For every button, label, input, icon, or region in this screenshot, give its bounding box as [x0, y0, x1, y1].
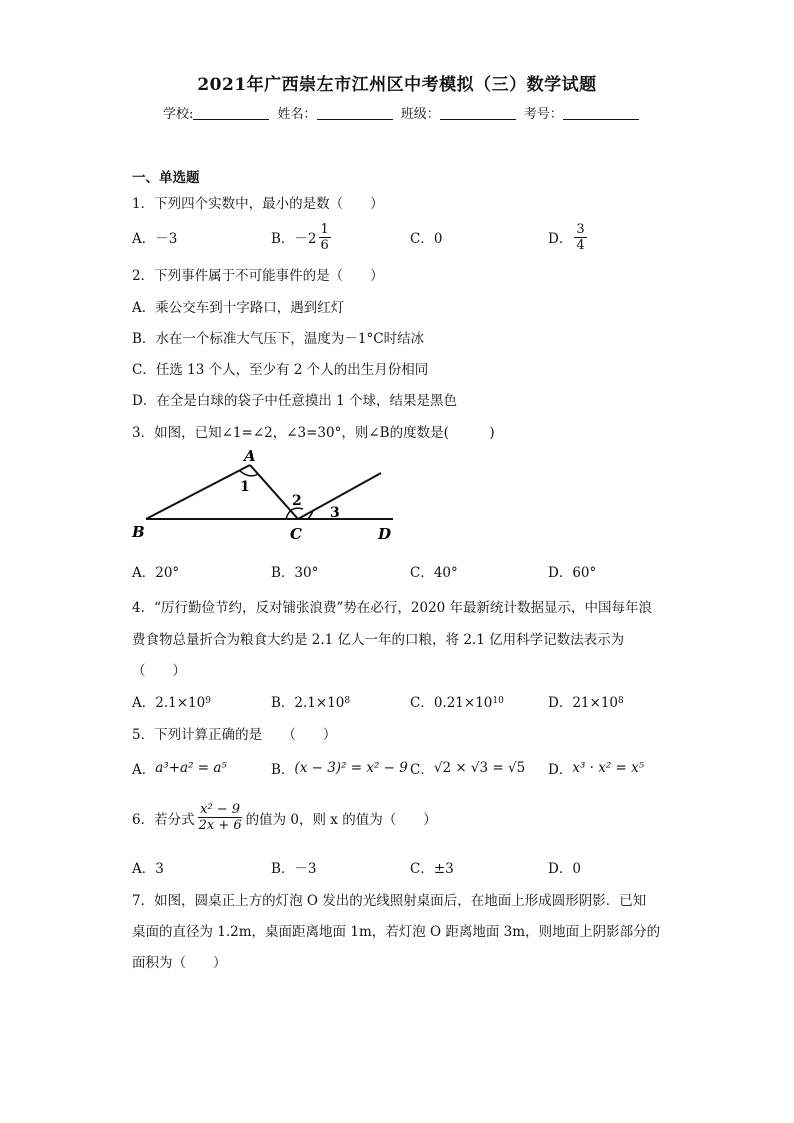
- q5-b-expression: (x − 3)² = x² − 9: [294, 760, 408, 776]
- point-d-label: D: [378, 525, 392, 543]
- school-blank[interactable]: [193, 107, 269, 120]
- fraction-denominator: 6: [320, 237, 329, 253]
- q5-c-label: C．: [410, 762, 434, 778]
- fraction-numerator: 1: [320, 221, 329, 237]
- q2-option-a: A．乘公交车到十字路口，遇到红灯: [132, 300, 345, 316]
- question-4-stem-line-3: （ ）: [132, 663, 186, 679]
- q5-option-c: [410, 751, 525, 785]
- question-1-options: [132, 220, 692, 254]
- name-blank[interactable]: [317, 107, 393, 120]
- fraction-denominator: 4: [576, 237, 585, 253]
- q1-option-b: [271, 220, 333, 254]
- q2-option-c: C．任选 13 个人，至少有 2 个人的出生月份相同: [132, 362, 429, 378]
- q2-option-b: B．水在一个标准大气压下，温度为－1°C时结冰: [132, 331, 425, 347]
- angle-3-label: 3: [330, 505, 340, 521]
- school-label: 学校:: [163, 107, 194, 122]
- question-3-stem: 3．如图，已知∠1=∠2，∠3=30°，则∠B的度数是( ): [132, 425, 495, 441]
- question-7-line-3: 面积为（ ）: [132, 955, 227, 971]
- q5-a-label: A．: [132, 762, 156, 778]
- q3-option-a: A．20°: [132, 565, 180, 581]
- q6-option-c: C．±3: [410, 861, 454, 877]
- q2-option-d: D．在全是白球的袋子中任意摸出 1 个球，结果是黑色: [132, 393, 457, 409]
- q6-prefix: 6．若分式: [132, 811, 195, 828]
- q4-option-d: [548, 684, 624, 718]
- q4-option-c: [410, 684, 504, 718]
- question-3-options: [132, 554, 692, 588]
- class-label: 班级：: [400, 107, 440, 122]
- question-1-stem: 1．下列四个实数中，最小的是数（ ）: [132, 196, 384, 212]
- point-b-label: B: [132, 523, 145, 541]
- q3-option-c: C．40°: [410, 565, 458, 581]
- q6-option-a: A．3: [132, 861, 164, 877]
- q3-triangle-figure: [128, 447, 408, 547]
- q5-b-label: B．: [271, 762, 295, 778]
- question-5-options: [132, 751, 692, 785]
- question-4-stem-line-1: 4．“厉行勤俭节约，反对铺张浪费”势在必行，2020 年最新统计数据显示，中国每年浪: [132, 600, 653, 616]
- number-blank[interactable]: [563, 107, 639, 120]
- q5-option-d: [548, 751, 644, 785]
- point-c-label: C: [290, 525, 302, 543]
- q4-c-base: C．0.21×10: [410, 695, 493, 711]
- q6-option-b: B．－3: [271, 861, 317, 877]
- question-7-line-1: 7．如图，圆桌正上方的灯泡 O 发出的光线照射桌面后，在地面上形成圆形阴影．已知: [132, 893, 647, 909]
- class-blank[interactable]: [440, 107, 516, 120]
- q5-d-expression: x³ · x² = x⁵: [572, 760, 645, 776]
- fraction-denominator: 2x + 6: [198, 818, 242, 833]
- question-5-stem: 5．下列计算正确的是 （ ）: [132, 727, 337, 743]
- q4-d-exponent: 8: [618, 696, 624, 706]
- q1-option-d-prefix: D．: [548, 231, 573, 247]
- name-label: 姓名：: [277, 107, 317, 122]
- question-6-stem: [132, 802, 437, 833]
- q1-option-d-fraction: [574, 222, 586, 253]
- q3-option-d: D．60°: [548, 565, 597, 581]
- angle-1-label: 1: [240, 479, 250, 495]
- fraction-numerator: 3: [576, 221, 585, 237]
- q1-option-a: A．－3: [132, 231, 178, 247]
- q5-d-label: D．: [548, 762, 573, 778]
- q4-option-b: [271, 684, 350, 718]
- q6-fraction: [197, 802, 244, 833]
- q5-a-expression: a³+a² = a⁵: [155, 760, 227, 776]
- q6-option-d: D．0: [548, 861, 581, 877]
- question-4-stem-line-2: 费食物总量折合为粮食大约是 2.1 亿人一年的口粮，将 2.1 亿用科学记数法表示为: [132, 632, 625, 648]
- section-heading: 一、单选题: [132, 170, 200, 186]
- angle-2-label: 2: [292, 493, 302, 509]
- q4-b-exponent: 8: [344, 696, 351, 706]
- q4-c-exponent: 10: [492, 696, 504, 706]
- q1-option-b-fraction: [319, 222, 331, 253]
- question-2-stem: 2．下列事件属于不可能事件的是（ ）: [132, 268, 384, 284]
- question-6-options: [132, 850, 692, 884]
- q4-b-base: B．2.1×10: [271, 695, 345, 711]
- q1-option-d: [548, 220, 589, 254]
- number-label: 考号：: [523, 107, 563, 122]
- fraction-numerator: x² − 9: [200, 802, 241, 817]
- q1-option-c: C．0: [410, 231, 443, 247]
- question-4-options: [132, 684, 692, 718]
- q5-option-a: [132, 751, 227, 785]
- question-7-line-2: 桌面的直径为 1.2m，桌面距离地面 1m，若灯泡 O 距离地面 3m，则地面上阴影部分的: [132, 924, 661, 940]
- segment-ba: [146, 465, 250, 519]
- q5-c-expression: √2 × √3 = √5: [433, 760, 526, 776]
- q4-a-base: A．2.1×10: [132, 695, 206, 711]
- q4-option-a: [132, 684, 211, 718]
- q4-a-exponent: 9: [205, 696, 211, 706]
- q4-d-base: D．21×10: [548, 695, 618, 711]
- page-title: 2021年广西崇左市江州区中考模拟（三）数学试题: [197, 75, 597, 95]
- point-a-label: A: [244, 447, 256, 465]
- student-info-row: [163, 103, 643, 122]
- q1-option-b-prefix: B．－2: [271, 231, 317, 247]
- q3-option-b: B．30°: [271, 565, 319, 581]
- q5-option-b: [271, 751, 408, 785]
- q6-suffix: 的值为 0，则 x 的值为（ ）: [245, 811, 437, 828]
